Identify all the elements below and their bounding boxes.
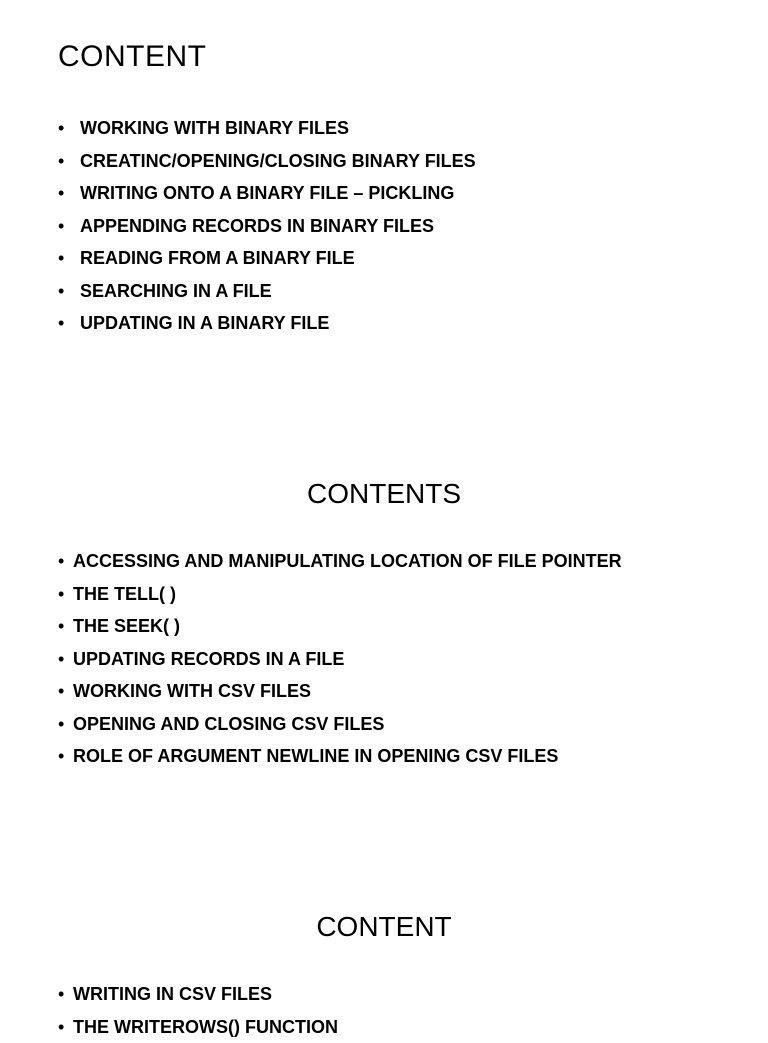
list-item-text: SEARCHING IN A FILE: [80, 281, 272, 301]
list-item: [58, 177, 476, 210]
list-item: [58, 145, 476, 178]
list-item: [58, 545, 622, 578]
slide-2-bullet-list: [58, 545, 622, 773]
list-item: [58, 740, 622, 773]
bullet-icon: •: [58, 307, 64, 340]
bullet-icon: •: [58, 708, 64, 741]
list-item-text: OPENING AND CLOSING CSV FILES: [73, 714, 384, 734]
slide-2: [0, 440, 768, 840]
list-item-text: WRITING ONTO A BINARY FILE – PICKLING: [80, 183, 454, 203]
list-item-text: CREATINC/OPENING/CLOSING BINARY FILES: [80, 151, 476, 171]
list-item: [58, 242, 476, 275]
bullet-icon: •: [58, 610, 64, 643]
list-item-text: READING FROM A BINARY FILE: [80, 248, 355, 268]
list-item: [58, 1011, 338, 1043]
list-item-text: WORKING WITH CSV FILES: [73, 681, 311, 701]
list-item-text: APPENDING RECORDS IN BINARY FILES: [80, 216, 434, 236]
list-item-text: WRITING IN CSV FILES: [73, 984, 272, 1004]
slide-3: [0, 880, 768, 1024]
slide-3-title: CONTENT: [0, 911, 768, 943]
slide-3-bullet-list: [58, 978, 338, 1043]
list-item: [58, 275, 476, 308]
list-item-text: UPDATING RECORDS IN A FILE: [73, 649, 344, 669]
slide-1-bullet-list: [58, 112, 476, 340]
bullet-icon: •: [58, 675, 64, 708]
list-item: [58, 643, 622, 676]
list-item-text: THE WRITEROWS() FUNCTION: [73, 1017, 338, 1037]
list-item-text: THE TELL( ): [73, 584, 176, 604]
list-item: [58, 210, 476, 243]
bullet-icon: •: [58, 545, 64, 578]
bullet-icon: •: [58, 978, 64, 1011]
list-item: [58, 708, 622, 741]
list-item: [58, 307, 476, 340]
slide-1-title: CONTENT: [58, 40, 207, 74]
list-item-text: THE SEEK( ): [73, 616, 180, 636]
bullet-icon: •: [58, 145, 64, 178]
list-item-text: UPDATING IN A BINARY FILE: [80, 313, 329, 333]
slide-1: [0, 0, 768, 420]
bullet-icon: •: [58, 242, 64, 275]
list-item: [58, 578, 622, 611]
bullet-icon: •: [58, 112, 64, 145]
bullet-icon: •: [58, 578, 64, 611]
slide-2-title: CONTENTS: [0, 478, 768, 510]
list-item-text: ROLE OF ARGUMENT NEWLINE IN OPENING CSV FILES: [73, 746, 558, 766]
bullet-icon: •: [58, 643, 64, 676]
bullet-icon: •: [58, 210, 64, 243]
list-item: [58, 978, 338, 1011]
bullet-icon: •: [58, 177, 64, 210]
list-item-text: ACCESSING AND MANIPULATING LOCATION OF FILE POINTER: [73, 551, 622, 571]
list-item: [58, 610, 622, 643]
list-item-text: WORKING WITH BINARY FILES: [80, 118, 349, 138]
bullet-icon: •: [58, 740, 64, 773]
bullet-icon: •: [58, 275, 64, 308]
bullet-icon: •: [58, 1011, 64, 1043]
list-item: [58, 675, 622, 708]
list-item: [58, 112, 476, 145]
